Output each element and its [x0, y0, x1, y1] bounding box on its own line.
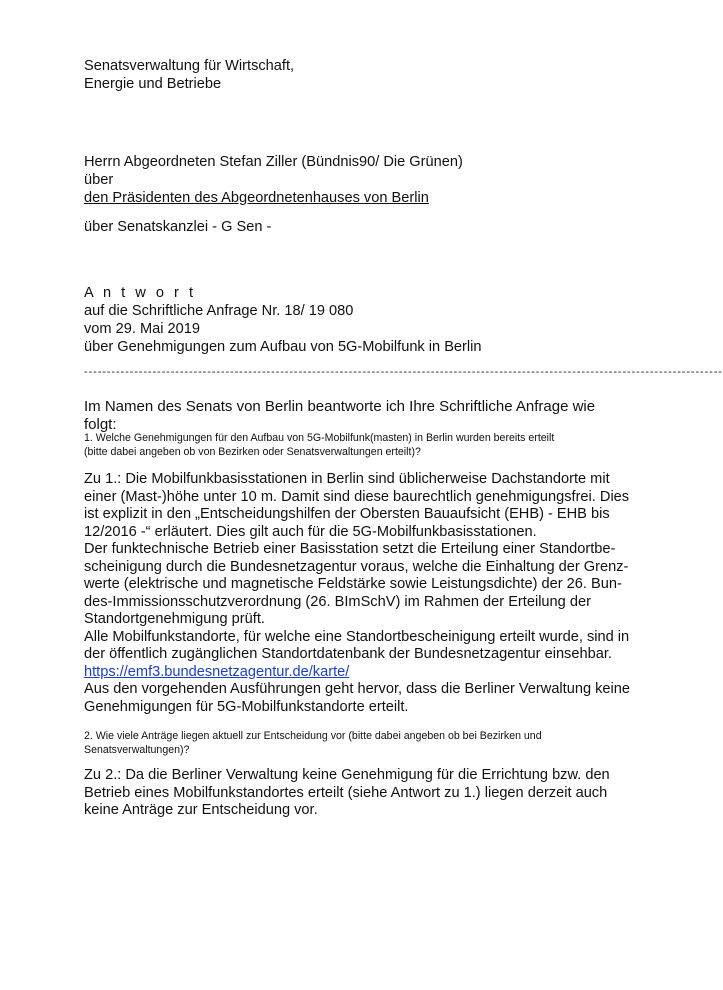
answer-1-line: der öffentlich zugänglichen Standortdatenbank der Bundesnetzagentur einsehbar.	[84, 646, 612, 662]
sender-line-1: Senatsverwaltung für Wirtschaft,	[84, 58, 295, 74]
question-1-line-1: 1. Welche Genehmigungen für den Aufbau von 5G-Mobilfunk(masten) in Berlin wurden bereits erteilt	[84, 432, 555, 444]
recipient-president: den Präsidenten des Abgeordnetenhauses von Berlin	[84, 190, 429, 206]
answer-1-line: des-Immissionsschutzverordnung (26. BImSchV) im Rahmen der Erteilung der	[84, 593, 591, 610]
answer-1-line: scheinigung durch die Bundesnetzagentur voraus, welche die Einhaltung der Grenz-	[84, 558, 629, 575]
answer-1-closing-line: Genehmigungen für 5G-Mobilfunkstandorte erteilt.	[84, 698, 409, 715]
answer-1-closing-line: Aus den vorgehenden Ausführungen geht hervor, dass die Berliner Verwaltung keine	[84, 681, 631, 697]
recipient-via: über	[84, 172, 114, 188]
answer-reference: auf die Schriftliche Anfrage Nr. 18/ 19 080	[84, 303, 354, 319]
separator-line: --------------------------------------------------------------------------------------------------------------------------------------------	[84, 366, 723, 378]
answer-1-line: Der funktechnische Betrieb einer Basisstation setzt die Erteilung einer Standortbe-	[84, 541, 616, 557]
question-2-line-1: 2. Wie viele Anträge liegen aktuell zur Entscheidung vor (bitte dabei angeben ob bei Bezirken und	[84, 730, 542, 742]
answer-title: A n t w o r t	[84, 285, 196, 301]
answer-date: vom 29. Mai 2019	[84, 321, 201, 337]
question-1-line-2: (bitte dabei angeben ob von Bezirken oder Senatsverwaltungen erteilt)?	[84, 446, 421, 458]
answer-subject: über Genehmigungen zum Aufbau von 5G-Mobilfunk in Berlin	[84, 339, 482, 355]
answer-1	[84, 471, 631, 716]
answer-1-line: Zu 1.: Die Mobilfunkbasisstationen in Berlin sind üblicherweise Dachstandorte mit	[84, 471, 610, 487]
answer-2-line: Zu 2.: Da die Berliner Verwaltung keine Genehmigung für die Errichtung bzw. den	[84, 767, 610, 783]
sender-block	[84, 57, 624, 93]
sender-line-2: Energie und Betriebe	[84, 76, 222, 92]
answer-1-line: ist explizit in den „Entscheidungshilfen der Obersten Bauaufsicht (EHB) - EHB bis	[84, 506, 610, 522]
recipient-name: Herrn Abgeordneten Stefan Ziller (Bündnis90/ Die Grünen)	[84, 154, 463, 170]
recipient-block	[84, 153, 624, 207]
recipient-chancellery-line: über Senatskanzlei - G Sen -	[84, 219, 272, 235]
answer-1-line: werte (elektrische und magnetische Feldstärke sowie Leistungsdichte) der 26. Bun-	[84, 576, 622, 592]
question-2-line-2: Senatsverwaltungen)?	[84, 744, 190, 756]
question-2	[84, 729, 624, 757]
answer-header	[84, 284, 624, 356]
question-1	[84, 431, 624, 459]
answer-1-line: 12/2016 -“ erläutert. Dies gilt auch für die 5G-Mobilfunkbasisstationen.	[84, 523, 537, 540]
answer-2-line: Betrieb eines Mobilfunkstandortes erteilt (siehe Antwort zu 1.) liegen derzeit auch	[84, 784, 608, 801]
answer-1-line: einer (Mast-)höhe unter 10 m. Damit sind diese baurechtlich genehmigungsfrei. Dies	[84, 488, 630, 505]
answer-2	[84, 767, 624, 820]
recipient-chancellery	[84, 218, 624, 236]
answer-1-line: Standortgenehmigung prüft.	[84, 611, 265, 627]
bundesnetzagentur-map-link[interactable]: https://emf3.bundesnetzagentur.de/karte/	[84, 663, 350, 680]
intro-text: Im Namen des Senats von Berlin beantworte ich Ihre Schriftliche Anfrage wie folgt:	[84, 398, 596, 433]
answer-2-line: keine Anträge zur Entscheidung vor.	[84, 802, 318, 818]
answer-1-line: Alle Mobilfunkstandorte, für welche eine Standortbescheinigung erteilt wurde, sind in	[84, 628, 630, 645]
